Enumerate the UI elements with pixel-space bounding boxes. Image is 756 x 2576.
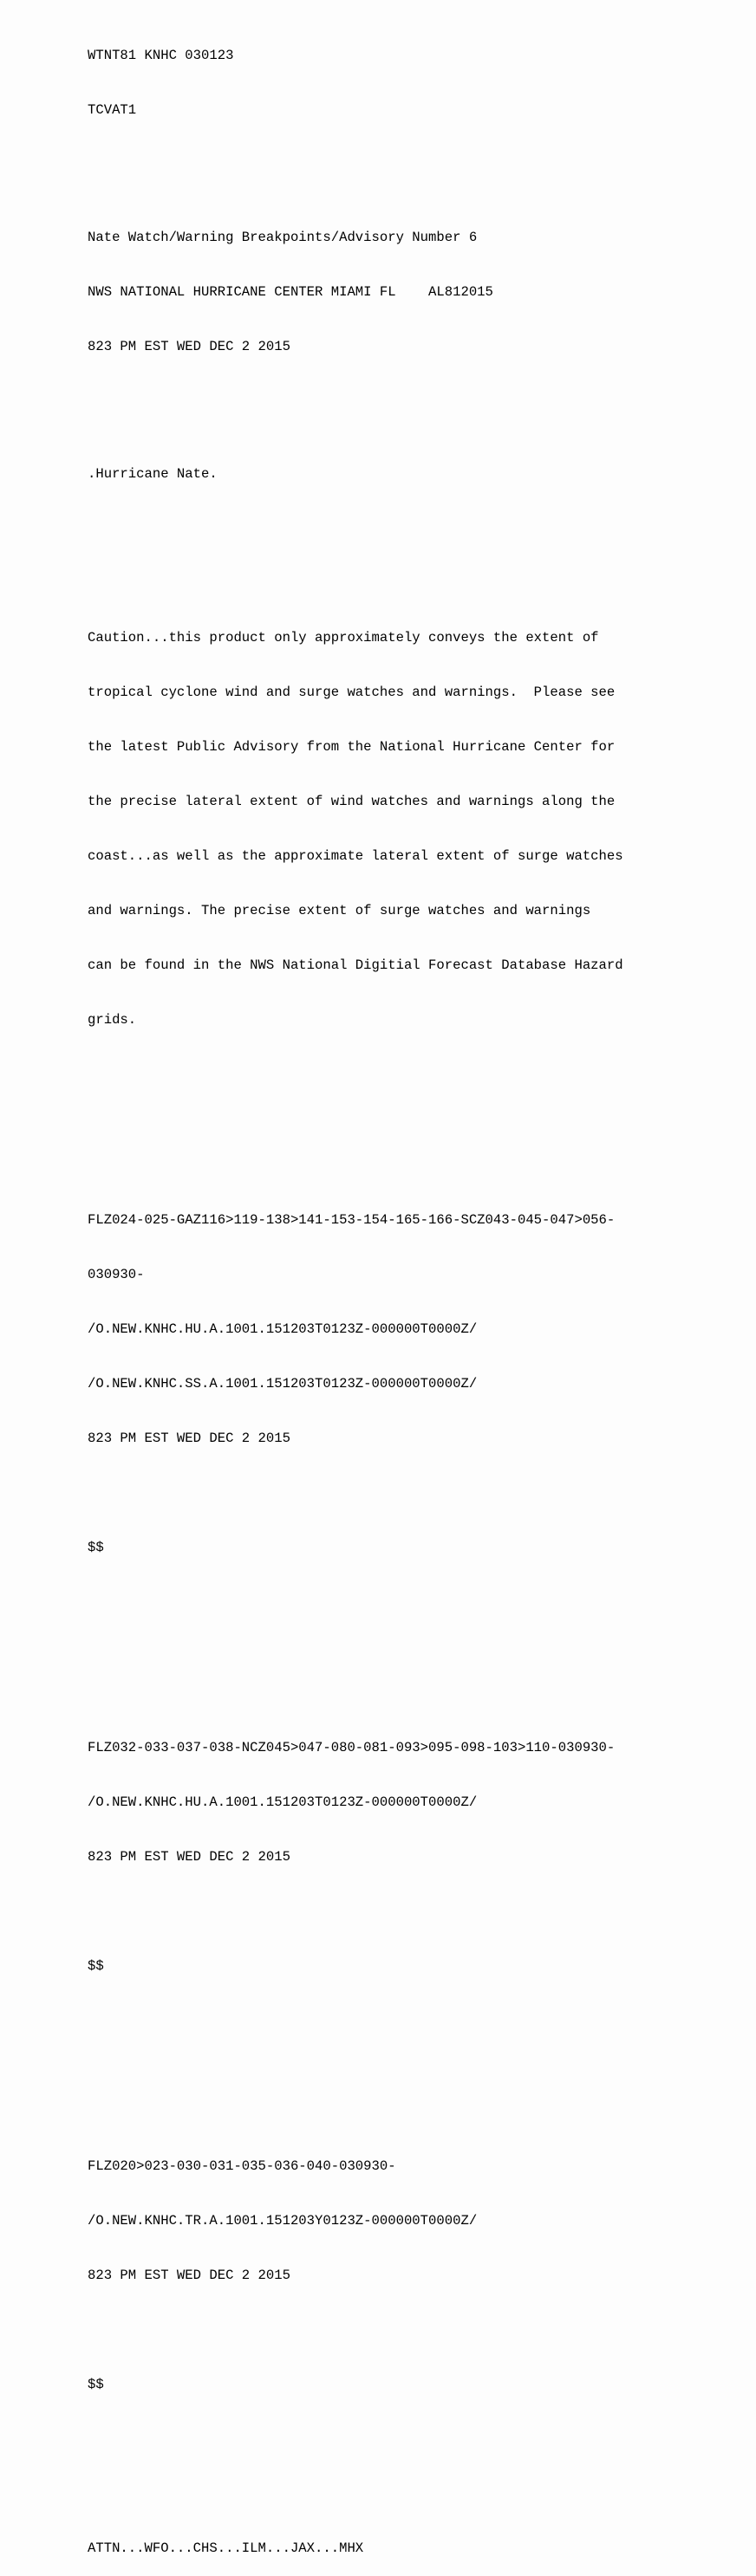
wmo-header: WTNT81 KNHC 030123 (88, 48, 234, 63)
vtec-line: /O.NEW.KNHC.HU.A.1001.151203T0123Z-000000T0000Z/ (88, 1794, 478, 1810)
caution-paragraph (88, 593, 623, 1066)
ugc-line: FLZ024-025-GAZ116>119-138>141-153-154-165-166-SCZ043-045-047>056- (88, 1212, 616, 1228)
issuing-office: NWS NATIONAL HURRICANE CENTER MIAMI FL AL812015 (88, 284, 493, 300)
blank-line (88, 1903, 623, 1921)
storm-name: .Hurricane Nate. (88, 466, 218, 482)
caution-line: tropical cyclone wind and surge watches and warnings. Please see (88, 685, 616, 700)
blank-line (88, 2048, 623, 2067)
segment-terminator: $$ (88, 1958, 104, 1974)
caution-line: grids. (88, 1012, 137, 1028)
caution-line: can be found in the NWS National Digitial Forecast Database Hazard (88, 957, 623, 973)
ugc-line: FLZ032-033-037-038-NCZ045>047-080-081-093>095-098-103>110-030930- (88, 1740, 616, 1755)
blank-line (88, 2321, 623, 2339)
vtec-line: /O.NEW.KNHC.TR.A.1001.151203Y0123Z-000000T0000Z/ (88, 2213, 478, 2229)
vtec-line: /O.NEW.KNHC.SS.A.1001.151203T0123Z-000000T0000Z/ (88, 1376, 478, 1392)
blank-line (88, 1630, 623, 1648)
blank-line (88, 156, 623, 174)
segment-2 (88, 1703, 623, 2012)
segment-issue-time: 823 PM EST WED DEC 2 2015 (88, 2268, 290, 2283)
segment-terminator: $$ (88, 2377, 104, 2392)
segment-1 (88, 1175, 623, 1593)
segment-issue-time: 823 PM EST WED DEC 2 2015 (88, 1431, 290, 1446)
segment-3 (88, 2121, 623, 2430)
blank-line (88, 1484, 623, 1502)
issue-time: 823 PM EST WED DEC 2 2015 (88, 339, 290, 354)
blank-line (88, 520, 623, 538)
ugc-line: FLZ020>023-030-031-035-036-040-030930- (88, 2158, 396, 2174)
ugc-line: 030930- (88, 1267, 145, 1282)
segment-issue-time: 823 PM EST WED DEC 2 2015 (88, 1849, 290, 1865)
blank-line (88, 1102, 623, 1120)
product-title: Nate Watch/Warning Breakpoints/Advisory Number 6 (88, 230, 478, 245)
vtec-line: /O.NEW.KNHC.HU.A.1001.151203T0123Z-000000T0000Z/ (88, 1321, 478, 1337)
awips-id: TCVAT1 (88, 102, 137, 118)
caution-line: the latest Public Advisory from the National Hurricane Center for (88, 739, 616, 755)
advisory-bulletin (88, 10, 623, 2576)
segment-terminator: $$ (88, 1540, 104, 1555)
blank-line (88, 393, 623, 411)
blank-line (88, 2467, 623, 2485)
caution-line: the precise lateral extent of wind watches and warnings along the (88, 794, 616, 809)
attn-line: ATTN...WFO...CHS...ILM...JAX...MHX (88, 2540, 364, 2556)
caution-line: coast...as well as the approximate lateral extent of surge watches (88, 848, 623, 864)
caution-line: Caution...this product only approximately conveys the extent of (88, 630, 599, 646)
caution-line: and warnings. The precise extent of surge watches and warnings (88, 903, 591, 918)
